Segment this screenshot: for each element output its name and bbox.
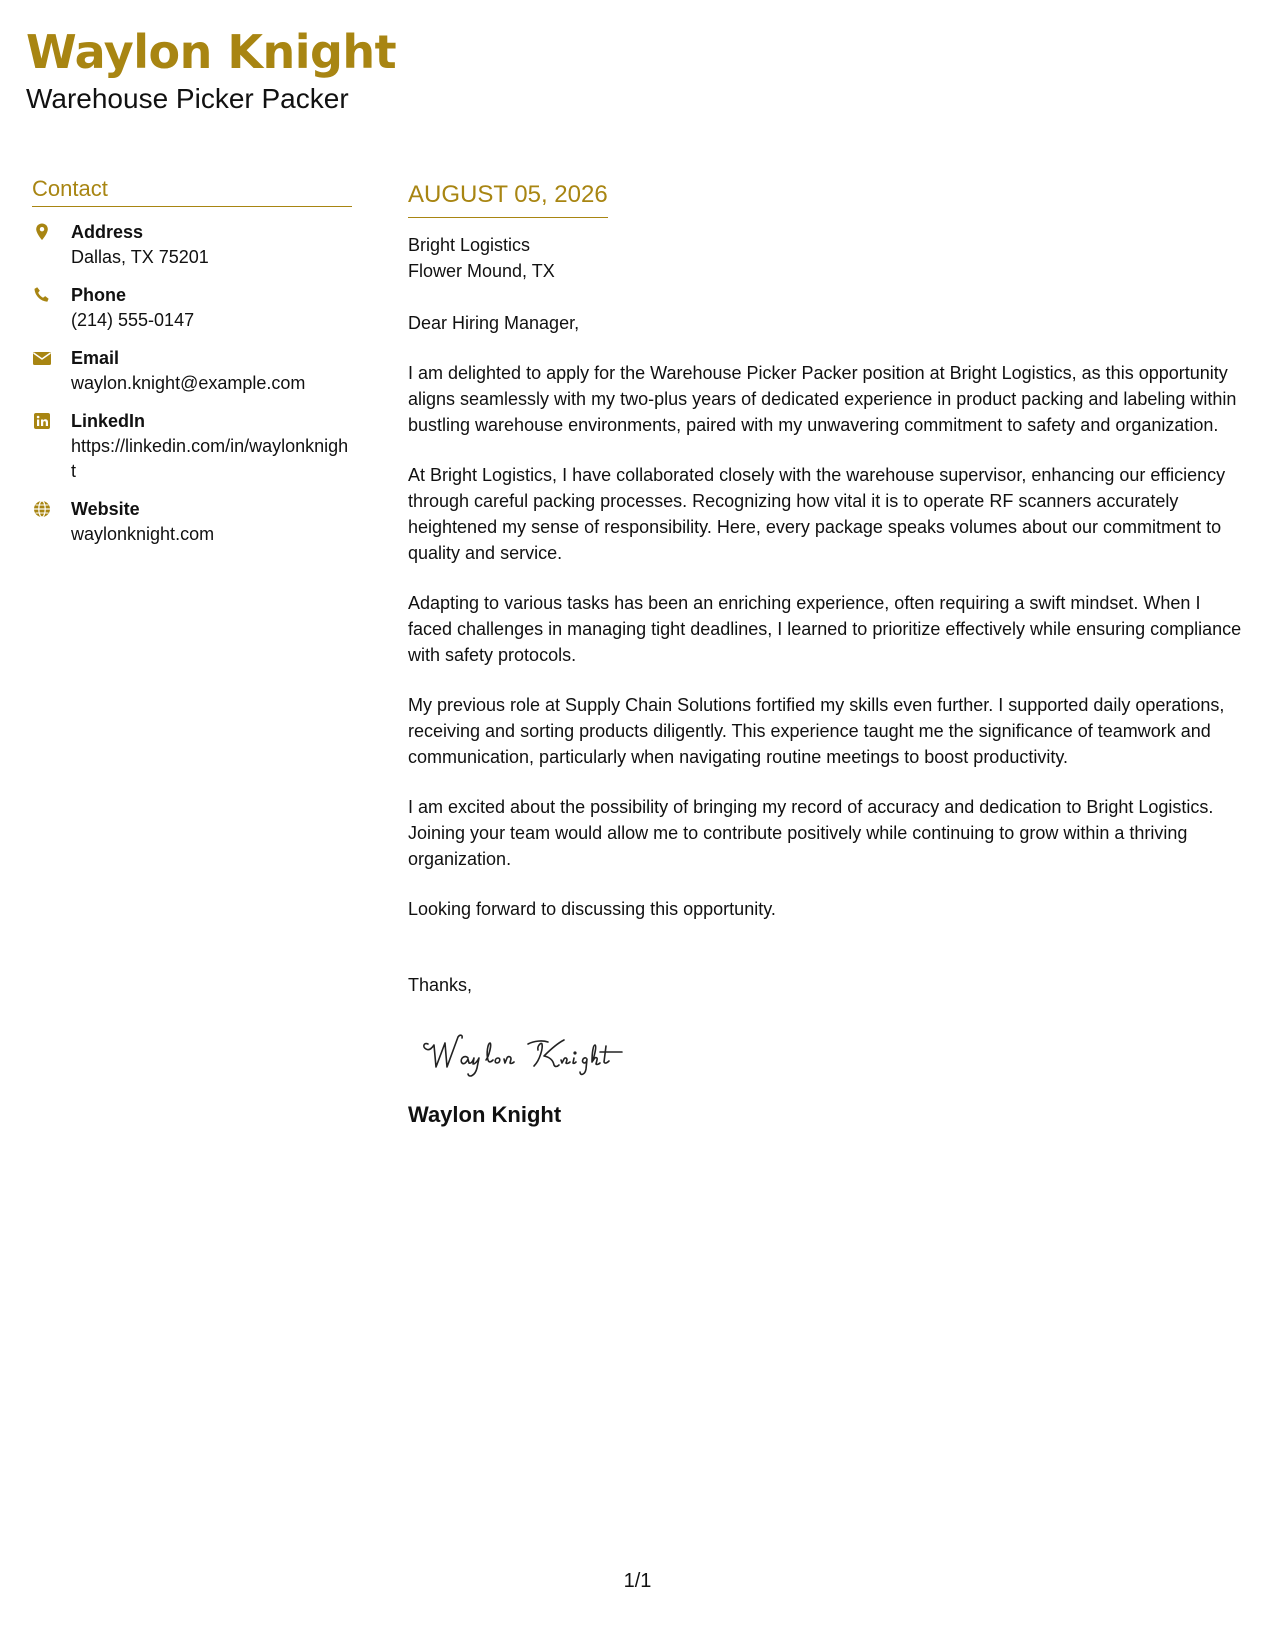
contact-email	[32, 346, 352, 396]
paragraph: I am excited about the possibility of bringing my record of accuracy and dedication to Bright Logistics. Joining your team would allow me to contribute positively while continuing to grow within a thriving organization.	[408, 797, 1214, 869]
contact-heading: Contact	[32, 176, 352, 207]
map-pin-icon	[32, 222, 52, 242]
linkedin-icon	[32, 411, 52, 431]
contact-linkedin	[32, 409, 352, 484]
contact-phone	[32, 283, 352, 333]
letter-body	[408, 180, 1248, 1129]
envelope-icon	[32, 348, 52, 368]
letter-date: AUGUST 05, 2026	[408, 180, 608, 218]
page-number: 1/1	[623, 1570, 652, 1592]
phone-icon	[32, 285, 52, 305]
contact-value[interactable]: waylonknight.com	[71, 524, 215, 544]
recipient-location: Flower Mound, TX	[408, 261, 555, 281]
handwritten-signature	[416, 1022, 676, 1082]
contact-sidebar	[32, 176, 352, 547]
letter-header	[26, 24, 396, 116]
applicant-name: Waylon Knight	[26, 25, 397, 79]
paragraph: Adapting to various tasks has been an enriching experience, often requiring a swift mindset. When I faced challenges in managing tight deadlines, I learned to prioritize effectively while ensuring compliance with safety protocols.	[408, 593, 1242, 665]
contact-label: Phone	[71, 285, 127, 305]
applicant-role: Warehouse Picker Packer	[26, 83, 349, 114]
paragraph: Looking forward to discussing this opportunity.	[408, 899, 776, 919]
contact-label: Address	[71, 222, 144, 242]
contact-value: (214) 555-0147	[71, 310, 195, 330]
contact-value: Dallas, TX 75201	[71, 247, 209, 267]
signer-name: Waylon Knight	[408, 1102, 562, 1127]
contact-label: Email	[71, 348, 120, 368]
recipient-block	[408, 232, 1248, 284]
contact-value[interactable]: https://linkedin.com/in/waylonknight	[71, 436, 349, 481]
contact-website	[32, 497, 352, 547]
paragraph: At Bright Logistics, I have collaborated closely with the warehouse supervisor, enhancing our efficiency through careful packing processes. Recognizing how vital it is to operate RF scanners accurately heightened my sense of responsibility. Here, every package speaks volumes about our commitment to quality and service.	[408, 465, 1226, 563]
recipient-company: Bright Logistics	[408, 235, 531, 255]
contact-label: Website	[71, 499, 140, 519]
contact-value[interactable]: waylon.knight@example.com	[71, 373, 306, 393]
paragraph: My previous role at Supply Chain Solutions fortified my skills even further. I supported daily operations, receiving and sorting products diligently. This experience taught me the significance of teamwork and communication, particularly when navigating routine meetings to boost productivity.	[408, 695, 1225, 767]
globe-icon	[32, 499, 52, 519]
contact-address	[32, 220, 352, 270]
salutation: Dear Hiring Manager,	[408, 313, 580, 333]
paragraph: I am delighted to apply for the Warehouse Picker Packer position at Bright Logistics, as this opportunity aligns seamlessly with my two-plus years of dedicated experience in product packing and labeling within bustling warehouse environments, paired with my unwavering commitment to safety and organization.	[408, 363, 1237, 435]
closing: Thanks,	[408, 975, 473, 995]
contact-label: LinkedIn	[71, 411, 146, 431]
